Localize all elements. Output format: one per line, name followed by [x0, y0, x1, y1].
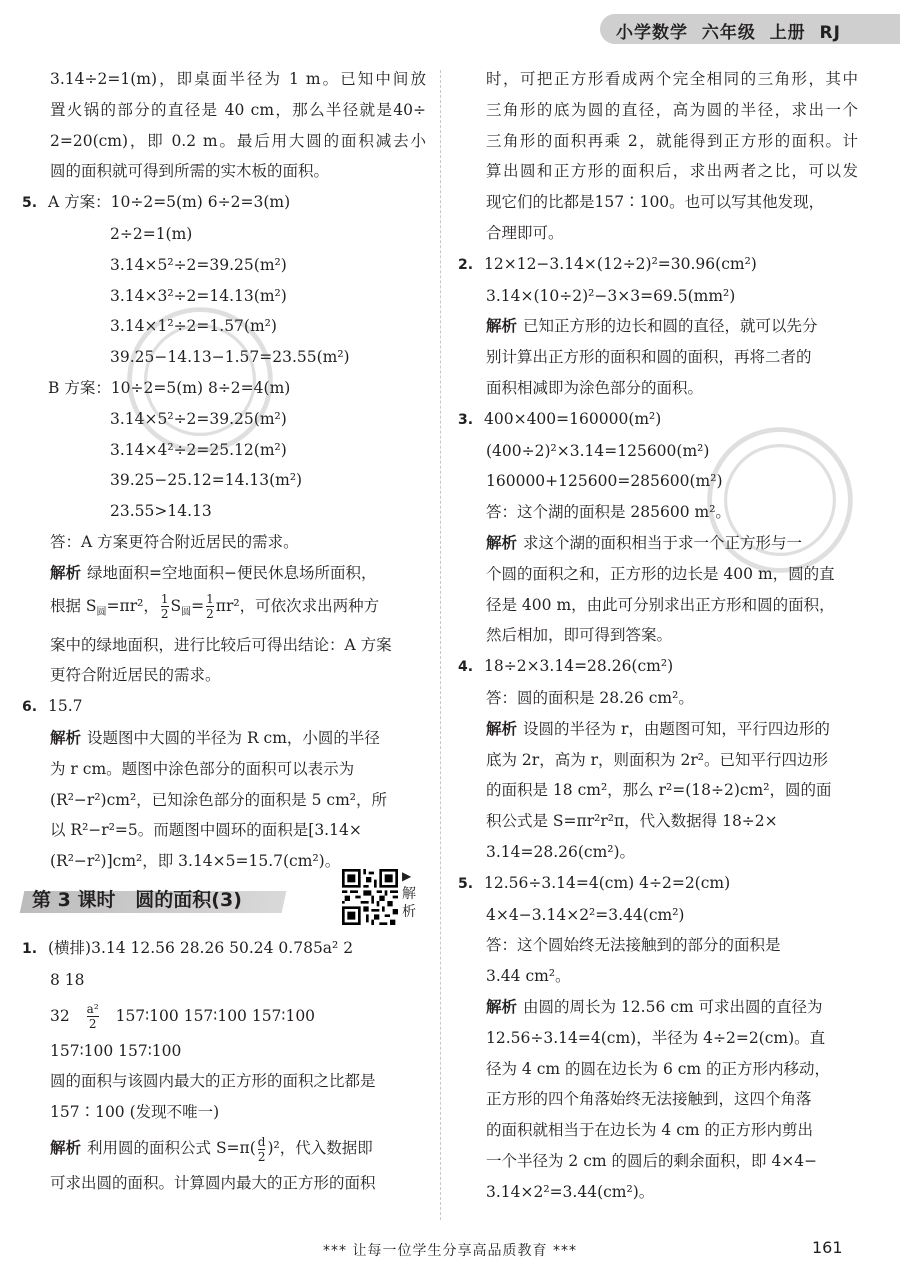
answer-line: 3.14×4²÷2=25.12(m²) — [110, 440, 287, 459]
answer-line: 答：A 方案更符合附近居民的需求。 — [50, 532, 299, 551]
answer-line: 3.14×1²÷2=1.57(m²) — [110, 317, 277, 336]
analysis-line: 12.56÷3.14=4(cm)，半径为 4÷2=2(cm)。直 — [486, 1028, 826, 1047]
answer-line: 157∶100 (发现不唯一) — [50, 1103, 220, 1122]
question-6 — [22, 691, 426, 723]
analysis-line: 正方形的四个角落始终无法接触到，这四个角落 — [486, 1090, 812, 1109]
answer-line: 3.14×5²÷2=39.25(m²) — [110, 255, 287, 274]
answer-line: 39.25−14.13−1.57=23.55(m²) — [110, 348, 350, 367]
analysis-tag: 解析 — [486, 719, 518, 738]
analysis-line: 案中的绿地面积，进行比较后可得出结论：A 方案 — [50, 635, 392, 654]
answer-line: 答：这个圆始终无法接触到的部分的面积是 — [486, 936, 781, 955]
text-line: 算出圆和正方形的面积后，求出两者之比，可以发 — [486, 162, 858, 181]
analysis-line: 更符合附近居民的需求。 — [50, 666, 221, 685]
analysis-line: 解析 绿地面积=空地面积−便民休息场所面积， — [50, 563, 377, 582]
fraction: $\frac{1}{2}$ — [206, 592, 214, 622]
question-2 — [458, 249, 858, 281]
analysis-line: 积公式是 S=πr²r²π，代入数据得 18÷2× — [486, 812, 778, 831]
analysis-tag: 解析 — [486, 997, 518, 1016]
question-3 — [458, 404, 858, 436]
text-line: 圆的面积就可得到所需的实木板的面积。 — [50, 162, 330, 181]
analysis-line: 的面积就相当于在边长为 4 cm 的正方形内剪出 — [486, 1121, 814, 1140]
answer-line: 答：这个湖的面积是 285600 m²。 — [486, 503, 731, 522]
fraction: $\frac{1}{2}$ — [160, 592, 169, 622]
answer-line: 15.7 — [48, 697, 83, 716]
header-title: 小学数学 六年级 上册 RJ — [616, 23, 841, 43]
answer-line: 400×400=160000(m²) — [484, 409, 662, 428]
answer-line: 答：圆的面积是 28.26 cm²。 — [486, 688, 694, 707]
text-line: 置火锅的部分的直径是 40 cm，那么半径就是40÷ — [50, 100, 426, 119]
answer-line: 2÷2=1(m) — [110, 224, 193, 243]
analysis-tag: 解析 — [486, 317, 518, 336]
text-line: 合理即可。 — [486, 223, 564, 242]
analysis-line: 解析 设圆的半径为 r，由题图可知，平行四边形的 — [486, 719, 830, 738]
answer-line: (横排)3.14 12.56 28.26 50.24 0.785a² 2 — [48, 939, 354, 958]
text-line: 三角形的面积再乘 2，就能得到正方形的面积。计 — [486, 131, 858, 150]
left-column — [22, 64, 426, 1199]
analysis-line: 解析 求这个湖的面积相当于求一个正方形与一 — [486, 533, 803, 552]
right-column — [458, 64, 858, 1207]
question-4 — [458, 651, 858, 683]
analysis-line: 可求出圆的面积。计算圆内最大的正方形的面积 — [50, 1174, 376, 1192]
analysis-line: 3.14×2²=3.44(cm²)。 — [486, 1182, 655, 1201]
column-divider — [440, 70, 441, 1220]
analysis-line: 面积相减即为涂色部分的面积。 — [486, 378, 704, 397]
analysis-line: 底为 2r，高为 r，则面积为 2r²。已知平行四边形 — [486, 750, 828, 769]
analysis-line: 径是 400 m，由此可分别求出正方形和圆的面积， — [486, 595, 835, 614]
analysis-line: 3.14=28.26(cm²)。 — [486, 842, 636, 861]
analysis-tag: 解析 — [50, 563, 82, 582]
analysis-line: 解析 利用圆的面积公式 S=π( $\frac{d}{2}$ )²，代入数据即 — [50, 1134, 373, 1164]
footer-slogan: *** 让每一位学生分享高品质教育 *** — [323, 1243, 577, 1259]
answer-line: (400÷2)²×3.14=125600(m²) — [486, 441, 710, 460]
answer-line: 3.14×(10÷2)²−3×3=69.5(mm²) — [486, 286, 736, 305]
analysis-line: 解析 已知正方形的边长和圆的直径，就可以先分 — [486, 317, 818, 336]
analysis-tag: 解析 — [50, 729, 82, 748]
answer-line: 12×12−3.14×(12÷2)²=30.96(cm²) — [484, 254, 757, 273]
text-line: 三角形的底为圆的直径，高为圆的半径，求出一个 — [486, 100, 858, 119]
analysis-line: 然后相加，即可得到答案。 — [486, 626, 673, 645]
text-line: 2=20(cm)，即 0.2 m。最后用大圆的面积减去小 — [50, 131, 426, 150]
question-number: 4. — [458, 659, 474, 676]
answer-line: 12.56÷3.14=4(cm) 4÷2=2(cm) — [484, 873, 731, 892]
answer-line: 圆的面积与该圆内最大的正方形的面积之比都是 — [50, 1072, 376, 1091]
analysis-line: 一个半径为 2 cm 的圆后的剩余面积，即 4×4− — [486, 1151, 818, 1170]
question-5 — [22, 187, 426, 219]
answer-line: A 方案：10÷2=5(m) 6÷2=3(m) — [48, 193, 291, 212]
analysis-line: 个圆的面积之和，正方形的边长是 400 m，圆的直 — [486, 564, 835, 583]
answer-line: 160000+125600=285600(m²) — [486, 472, 723, 491]
question-number: 3. — [458, 411, 474, 428]
qr-label[interactable]: ▶解析 — [402, 869, 416, 921]
answer-line: 39.25−25.12=14.13(m²) — [110, 471, 303, 490]
play-icon: ▶ — [402, 869, 412, 884]
analysis-line: 解析 由圆的周长为 12.56 cm 可求出圆的直径为 — [486, 997, 823, 1016]
question-1 — [22, 933, 426, 965]
analysis-line: 径为 4 cm 的圆在边长为 6 cm 的正方形内移动， — [486, 1059, 831, 1078]
answer-line: 18÷2×3.14=28.26(cm²) — [484, 657, 674, 676]
answer-line: B 方案：10÷2=5(m) 8÷2=4(m) — [48, 378, 291, 397]
page-number: 161 — [812, 1238, 843, 1257]
section-title: 第 3 课时 圆的面积(3) — [32, 889, 242, 912]
answer-line: 3.14×3²÷2=14.13(m²) — [110, 286, 287, 305]
question-number: 5. — [458, 875, 474, 892]
analysis-line: (R²−r²)]cm²，即 3.14×5=15.7(cm²)。 — [50, 852, 341, 871]
analysis-line: 解析 设题图中大圆的半径为 R cm，小圆的半径 — [50, 729, 380, 748]
question-number: 6. — [22, 699, 38, 716]
analysis-tag: 解析 — [50, 1139, 82, 1157]
analysis-line: (R²−r²)cm²，已知涂色部分的面积是 5 cm²，所 — [50, 790, 387, 809]
qr-code-icon[interactable] — [342, 869, 398, 925]
analysis-line: 为 r cm。题图中涂色部分的面积可以表示为 — [50, 759, 355, 778]
analysis-line: 根据 $S_圆=\pi r^2$， $\frac{1}{2}$ $S_圆=$ $\frac{1}{2}$ πr²，可依次求出两种方 — [50, 592, 380, 622]
text-line: 3.14÷2=1(m)，即桌面半径为 1 m。已知中间放 — [50, 70, 426, 88]
answer-line: 23.55>14.13 — [110, 502, 212, 521]
answer-line: 3.44 cm²。 — [486, 967, 571, 986]
question-number: 5. — [22, 195, 38, 212]
question-5b — [458, 868, 858, 900]
answer-line: 157∶100 157∶100 — [50, 1041, 182, 1060]
section-header — [22, 869, 426, 921]
analysis-tag: 解析 — [486, 533, 518, 552]
text-line: 时，可把正方形看成两个完全相同的三角形，其中 — [486, 70, 858, 88]
answer-line: 4×4−3.14×2²=3.44(cm²) — [486, 905, 685, 924]
analysis-line: 的面积是 18 cm²，那么 r²=(18÷2)cm²，圆的面 — [486, 781, 832, 800]
fraction: $\frac{\text{a²}}{2}$ — [86, 1002, 99, 1032]
text-line: 现它们的比都是157∶100。也可以写其他发现， — [486, 193, 825, 212]
fraction: $\frac{d}{2}$ — [257, 1134, 266, 1164]
answer-line: 8 18 — [50, 970, 85, 989]
answer-line: 3.14×5²÷2=39.25(m²) — [110, 409, 287, 428]
question-number: 2. — [458, 256, 474, 273]
analysis-line: 以 R²−r²=5。而题图中圆环的面积是[3.14× — [50, 821, 362, 840]
analysis-line: 别计算出正方形的面积和圆的面积，再将二者的 — [486, 348, 812, 367]
question-number: 1. — [22, 941, 38, 958]
answer-line: 32 $\frac{\text{a²}}{2}$ 157∶100 157∶100 157∶100 — [50, 1002, 316, 1032]
